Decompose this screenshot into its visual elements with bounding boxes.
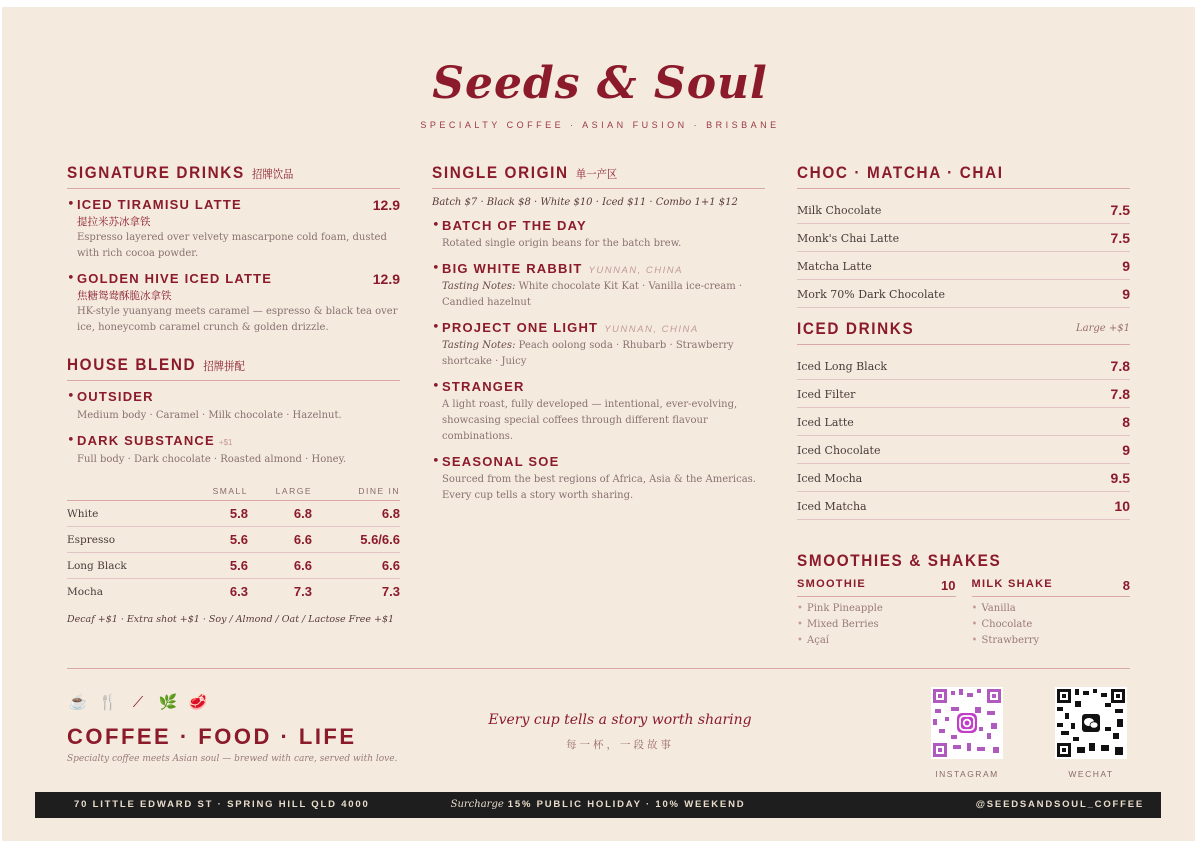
section-header-iced <box>797 316 1130 345</box>
row-price: 9.5 <box>1110 470 1130 486</box>
column-left <box>67 160 400 625</box>
row-price: 7.8 <box>1110 358 1130 374</box>
section-header-house <box>67 352 400 381</box>
item-price: 12.9 <box>372 271 400 287</box>
item-name-cn: 提拉米苏冰拿铁 <box>77 216 151 228</box>
row-label: Monk's Chai Latte <box>797 231 900 245</box>
item-name: BATCH OF THE DAY <box>442 218 587 233</box>
column-header: LARGE <box>275 486 312 496</box>
item-name: SEASONAL SOE <box>442 454 560 469</box>
section-header-single-origin <box>432 160 765 189</box>
row-label: Matcha Latte <box>797 259 872 273</box>
price-small: 6.3 <box>229 584 248 599</box>
row-label: Iced Latte <box>797 415 854 429</box>
item-desc: Espresso layered over velvety mascarpone cold foam, dusted with rich cocoa powder. <box>77 232 387 259</box>
row-label: Iced Long Black <box>797 359 888 373</box>
item-surcharge: +$1 <box>218 438 233 447</box>
sub-price: 10 <box>941 578 956 593</box>
price-grid-header <box>67 482 400 501</box>
menu-item: • BIG WHITE RABBIT YUNNAN, CHINA Tasting Notes: White chocolate Kit Kat · Vanilla ice-cream · Candied hazelnut <box>432 261 743 308</box>
slogan-subtitle: Specialty coffee meets Asian soul — brewed with care, served with love. <box>67 754 398 764</box>
meat-icon: 🥩 <box>188 693 208 711</box>
menu-item: • ICED TIRAMISU LATTE 12.9 提拉米苏冰拿铁 Espresso layered over velvety mascarpone cold foam, dusted with rich cocoa powder. <box>67 197 400 262</box>
item-desc: HK-style yuanyang meets caramel — espresso & black tea over ice, honeycomb caramel crunch & golden drizzle. <box>77 306 398 333</box>
list-item: • Vanilla <box>972 601 1131 617</box>
smoothie-list <box>797 578 956 649</box>
section-title-cn: 招牌饮品 <box>251 167 294 181</box>
row-price: 9 <box>1122 258 1130 274</box>
sub-price: 8 <box>1122 578 1130 593</box>
item-desc: Sourced from the best regions of Africa, Asia & the Americas. Every cup tells a story worth sharing. <box>442 474 756 501</box>
price-row <box>797 281 1130 308</box>
section-header-signature <box>67 160 400 189</box>
price-row <box>797 353 1130 380</box>
section-title: HOUSE BLEND <box>67 355 197 374</box>
section-title: SIGNATURE DRINKS <box>67 163 245 182</box>
coffee-cup-icon: ☕ <box>68 693 88 711</box>
row-price: 9 <box>1122 286 1130 302</box>
row-label: Mork 70% Dark Chocolate <box>797 287 945 301</box>
row-price: 7.5 <box>1110 230 1130 246</box>
section-title-cn: 单一产区 <box>575 167 618 181</box>
row-price: 7.5 <box>1110 202 1130 218</box>
list-item: • Açaí <box>797 633 956 649</box>
price-row <box>797 225 1130 252</box>
price-small: 5.6 <box>229 532 248 547</box>
tasting-notes-label: Tasting Notes: <box>442 281 516 292</box>
brand-title: Seeds & Soul <box>432 58 768 109</box>
item-origin: YUNNAN, CHINA <box>588 265 683 276</box>
item-desc: Full body · Dark chocolate · Roasted almond · Honey. <box>77 454 347 465</box>
list-item: • Chocolate <box>972 617 1131 633</box>
divider <box>67 668 1130 669</box>
section-header-smoothies <box>797 548 1130 576</box>
item-desc: Medium body · Caramel · Milk chocolate · Hazelnut. <box>77 410 342 421</box>
section-title: CHOC · MATCHA · CHAI <box>797 163 1004 182</box>
item-name-cn: 焦糖鸳鸯酥脆冰拿铁 <box>77 290 172 302</box>
social-handle[interactable]: @SEEDSANDSOUL_COFFEE <box>975 799 1144 810</box>
smoothies-shakes <box>797 578 1130 649</box>
price-dine-in: 6.8 <box>381 506 400 521</box>
item-name: PROJECT ONE LIGHT <box>442 320 599 335</box>
chopsticks-icon: ⟋ <box>132 693 144 711</box>
row-price: 10 <box>1114 498 1130 514</box>
column-header: DINE IN <box>358 486 400 496</box>
item-name: BIG WHITE RABBIT <box>442 261 583 276</box>
section-title: SMOOTHIES & SHAKES <box>797 551 1002 570</box>
price-grid <box>67 482 400 604</box>
price-row <box>797 465 1130 492</box>
quote-cn: 每一杯，一段故事 <box>566 739 674 751</box>
row-label: Iced Filter <box>797 387 856 401</box>
price-row <box>797 253 1130 280</box>
instagram-qr[interactable] <box>931 687 1017 779</box>
menu-item: • SEASONAL SOE Sourced from the best regions of Africa, Asia & the Americas. Every cup tells a story worth sharing. <box>432 454 765 504</box>
address: 70 LITTLE EDWARD ST · SPRING HILL QLD 4000 <box>74 799 370 810</box>
sub-title: MILK SHAKE <box>971 578 1053 590</box>
section-header-choc <box>797 160 1130 189</box>
price-row <box>797 409 1130 436</box>
qr-label: INSTAGRAM <box>935 769 999 779</box>
quote: Every cup tells a story worth sharing <box>488 712 752 728</box>
price-row <box>797 381 1130 408</box>
item-desc: Peach oolong soda · Rhubarb · Strawberry shortcake · Juicy <box>442 340 734 367</box>
item-price: 12.9 <box>372 197 400 213</box>
price-dine-in: 6.6 <box>381 558 400 573</box>
row-label: Iced Chocolate <box>797 443 881 457</box>
price-dine-in: 5.6/6.6 <box>360 532 400 547</box>
price-large: 7.3 <box>293 584 312 599</box>
list-item: • Strawberry <box>972 633 1131 649</box>
section-title: SINGLE ORIGIN <box>432 163 569 182</box>
row-label: Mocha <box>67 585 103 598</box>
batch-prices: Batch $7 · Black $8 · White $10 · Iced $11 · Combo 1+1 $12 <box>432 197 738 208</box>
footer-bar <box>35 792 1161 818</box>
leaf-icon: 🌿 <box>158 693 178 711</box>
column-right <box>797 160 1130 649</box>
price-row <box>67 553 400 579</box>
column-middle <box>432 160 765 513</box>
price-dine-in: 7.3 <box>381 584 400 599</box>
price-large: 6.6 <box>293 532 312 547</box>
item-origin: YUNNAN, CHINA <box>604 324 699 335</box>
section-title: ICED DRINKS <box>797 319 915 338</box>
row-label: Iced Mocha <box>797 471 863 485</box>
price-row <box>797 493 1130 520</box>
price-row <box>67 579 400 604</box>
icon-row <box>67 693 209 711</box>
price-large: 6.8 <box>293 506 312 521</box>
item-name: GOLDEN HIVE ICED LATTE <box>77 271 273 286</box>
item-name: OUTSIDER <box>77 389 154 404</box>
price-row <box>67 501 400 527</box>
menu-item: • BATCH OF THE DAY Rotated single origin beans for the batch brew. <box>432 218 765 252</box>
slogan: COFFEE · FOOD · LIFE <box>67 724 357 749</box>
row-label: Iced Matcha <box>797 499 867 513</box>
row-label: Milk Chocolate <box>797 203 882 217</box>
price-row <box>797 197 1130 224</box>
price-row <box>797 437 1130 464</box>
list-item: • Mixed Berries <box>797 617 956 633</box>
surcharge-label: Surcharge <box>450 799 504 810</box>
menu-item: • GOLDEN HIVE ICED LATTE 12.9 焦糖鸳鸯酥脆冰拿铁 HK-style yuanyang meets caramel — espresso & black tea over ice, honeycomb caramel crunch & golden drizzle. <box>67 271 400 336</box>
item-name: STRANGER <box>442 379 525 394</box>
row-label: White <box>67 507 99 520</box>
item-name: DARK SUBSTANCE <box>77 433 215 448</box>
row-label: Long Black <box>67 559 127 572</box>
milkshake-list <box>972 578 1131 649</box>
instagram-qr-code <box>931 687 1003 759</box>
extras-note: Decaf +$1 · Extra shot +$1 · Soy / Almond / Oat / Lactose Free +$1 <box>67 614 395 625</box>
qr-label: WECHAT <box>1068 769 1114 779</box>
item-name: ICED TIRAMISU LATTE <box>77 197 242 212</box>
item-desc: A light roast, fully developed — intentional, ever-evolving, showcasing special coffees through different flavour combinations. <box>442 399 738 442</box>
surcharge-text: 15% PUBLIC HOLIDAY · 10% WEEKEND <box>507 799 746 810</box>
price-small: 5.8 <box>229 506 248 521</box>
row-price: 7.8 <box>1110 386 1130 402</box>
row-price: 9 <box>1122 442 1130 458</box>
item-desc: Rotated single origin beans for the batch brew. <box>442 238 682 249</box>
sub-title: SMOOTHIE <box>797 578 867 590</box>
menu-item: • STRANGER A light roast, fully developed — intentional, ever-evolving, showcasing special coffees through different flavour combinations. <box>432 379 765 445</box>
wechat-qr[interactable] <box>1055 687 1141 779</box>
item-desc: White chocolate Kit Kat · Vanilla ice-cream · Candied hazelnut <box>442 281 743 308</box>
menu-item: • DARK SUBSTANCE +$1 Full body · Dark chocolate · Roasted almond · Honey. <box>67 433 400 468</box>
wechat-qr-code <box>1055 687 1127 759</box>
menu-item: • OUTSIDER Medium body · Caramel · Milk chocolate · Hazelnut. <box>67 389 400 424</box>
price-row <box>67 527 400 553</box>
row-price: 8 <box>1122 414 1130 430</box>
section-title-cn: 招牌拼配 <box>203 359 245 373</box>
section-note: Large +$1 <box>1076 323 1130 334</box>
price-large: 6.6 <box>293 558 312 573</box>
cutlery-icon: 🍴 <box>98 693 118 711</box>
list-item: • Pink Pineapple <box>797 601 956 617</box>
price-small: 5.6 <box>229 558 248 573</box>
row-label: Espresso <box>67 533 116 546</box>
menu-item: • PROJECT ONE LIGHT YUNNAN, CHINA Tasting Notes: Peach oolong soda · Rhubarb · Strawberry shortcake · Juicy <box>432 320 734 367</box>
column-header: SMALL <box>212 486 248 496</box>
brand-tagline: SPECIALTY COFFEE · ASIAN FUSION · BRISBANE <box>420 120 780 130</box>
tasting-notes-label: Tasting Notes: <box>442 340 516 351</box>
